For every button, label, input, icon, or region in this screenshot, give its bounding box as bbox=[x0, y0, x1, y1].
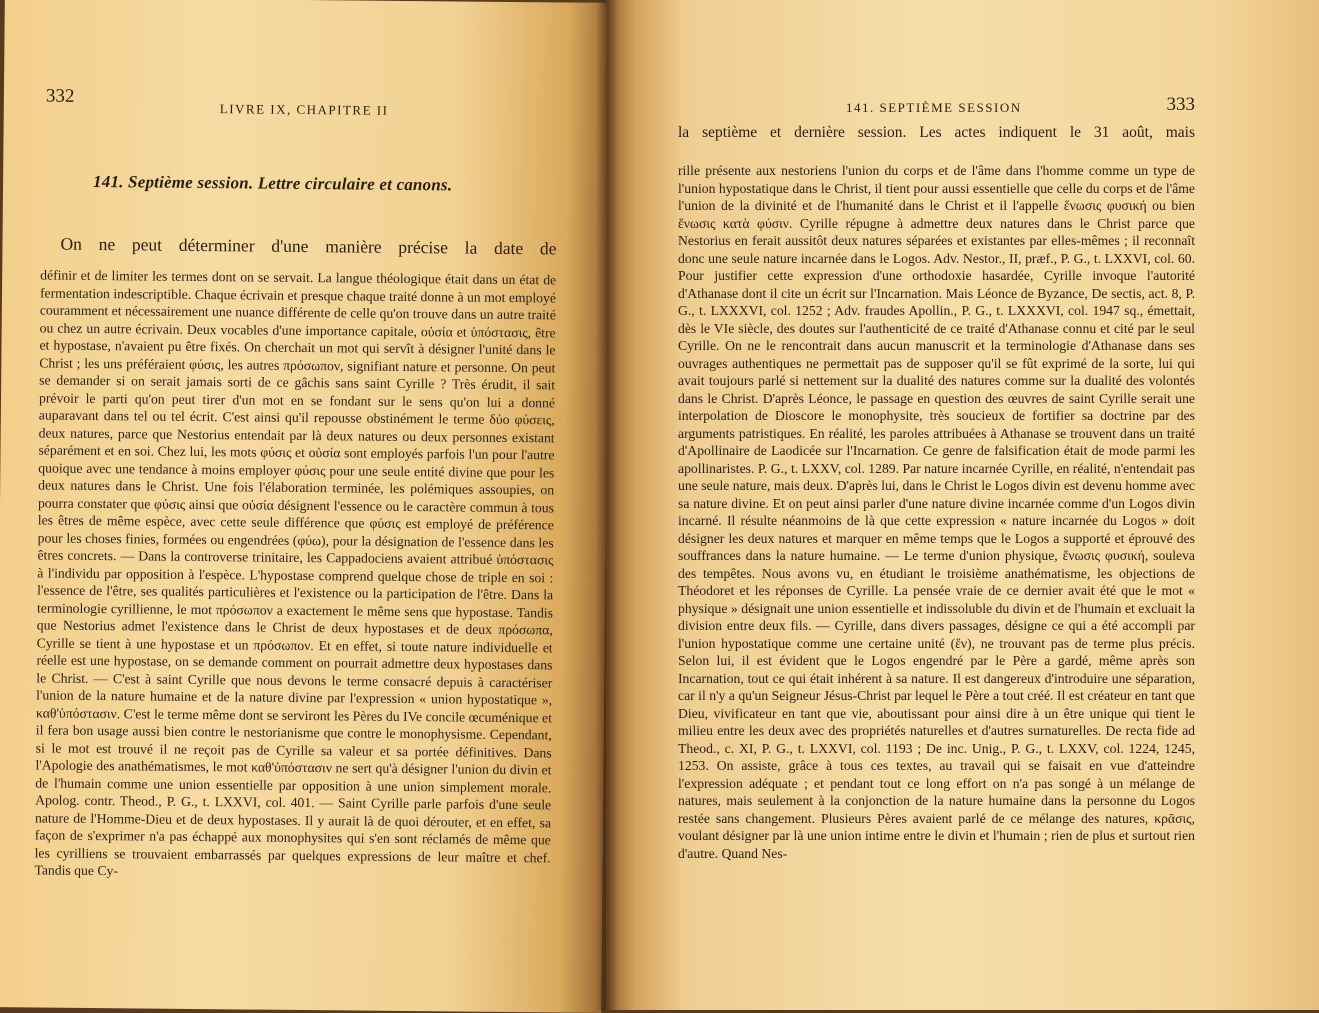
right-page bbox=[606, 0, 1319, 1010]
opening-line: On ne peut déterminer d'une manière précise la date de bbox=[60, 233, 557, 259]
right-header-title: 141. SEPTIÈME SESSION bbox=[846, 100, 1022, 115]
left-body-text: définir et de limiter les termes dont on se servait. La langue théologique était dans un état de fermentation indescriptible. Chaque écrivain et presque chaque traité donne à un mot employé couramment et nécessairement une nuance différente de celle qu'on trouve dans un autre traité ou chez un autre écrivain. Deux vocables d'une importance capitale, οὐσία et ὑπόστασις, être et hypostase, n'avaient pu être fixés. On cherchait un mot qui servît à désigner l'unité dans le Christ ; les uns préféraient φύσις, les autres πρόσωπον, signifiant nature et personne. On peut se demander si on serait jamais sorti de ce gâchis sans saint Cyrille ? Très érudit, il sait prévoir le parti qu'on peut tirer d'un mot en se fondant sur le sens qu'on lui a donné auparavant dans tel ou tel écrit. C'est ainsi qu'il repousse obstinément le terme δύο φύσεις, deux natures, parce que Nestorius entendait par là deux natures ou deux personnes existant séparément et en soi. Chez lui, les mots φύσις et οὐσία sont employés parfois l'un pour l'autre quoique avec une tendance à moins employer φύσις pour une seule entité divine que pour les deux natures dans le Christ. Une fois l'élaboration terminée, les polémiques assoupies, on pourra constater que φύσις ainsi que οὐσία désignent l'essence ou le caractère commun à tous les êtres de même espèce, avec cette seule différence que φύσις est employé de préférence pour les choses finies, formées ou engendrées (φύω), pour la désignation de l'essence dans les êtres concrets. — Dans la controverse trinitaire, les Cappadociens avaient attribué ὑπόστασις à l'individu par opposition à l'espèce. L'hypostase comprend quelque chose de triple en soi : l'essence de l'être, ses qualités particulières et l'existence ou la participation de l'être. Dans la terminologie cyrillienne, le mot πρόσωπον a exactement le même sens que hypostase. Tandis que Nestorius admet l'existence dans le Christ de deux hypostases et de deux πρόσωπα, Cyrille se tient à une hypostase et un πρόσωπον. Et en effet, si toute nature individuelle et réelle est une hypostase, on se demande comment on pourrait admettre deux hypostases dans le Christ. — C'est à saint Cyrille que nous devons le terme consacré depuis à caractériser l'union de la nature humaine et de la nature divine par l'expression « union hypostatique », καθ'ὑπόστασιν. C'est le terme même dont se serviront les Pères du IVe concile œcuménique et il fera bon usage aussi bien contre le nestorianisme que contre le monophysisme. Cependant, si le mot est trouvé il ne reçoit pas de Cyrille sa valeur et sa portée définitives. Dans l'Apologie des anathématismes, le mot καθ'ὑπόστασιν ne sert qu'à désigner l'union du divin et de l'humain comme une union essentielle par opposition à une union simplement morale. Apolog. contr. Theod., P. G., t. LXXVI, col. 401. — Saint Cyrille parle parfois d'une seule nature de l'Homme-Dieu et de deux hypostases. Il y aurait là de quoi dérouter, et en effet, sa façon de s'exprimer n'a pas échappé aux monophysites qui s'en sont réclamés de même que les cyrilliens se trouvaient embarrassés par quelques expressions de leur maître et chef. Tandis que Cy- bbox=[34, 267, 557, 879]
book-gutter bbox=[596, 0, 618, 1010]
left-running-head bbox=[42, 77, 558, 116]
right-body-text: rille présente aux nestoriens l'union du corps et de l'âme dans l'homme comme un type de l'union hypostatique dans le Christ, il tient pour aussi essentielle que celle du corps et de l'âme l'union de la divinité et de l'humanité dans le Christ et il l'appelle ἕνωσις φυσική ou bien ἕνωσις κατὰ φύσιν. Cyrille répugne à admettre deux natures dans le Christ parce que Nestorius en ferait aussitôt deux natures séparées et existantes par elles-mêmes ; il reconnaît donc une seule nature incarnée dans le Logos. Adv. Nestor., II, præf., P. G., t. LXXVI, col. 60. Pour justifier cette expression d'une orthodoxie hasardée, Cyrille invoque l'autorité d'Athanase dont il cite un écrit sur l'Incarnation. Mais Léonce de Byzance, De sectis, act. 8, P. G., t. LXXXVI, col. 1252 ; Adv. fraudes Apollin., P. G., t. LXXXVI, col. 1947 sq., émettait, dès le VIe siècle, des doutes sur l'authenticité de ce traité d'Athanase connu et cité par le seul Cyrille. On ne le rencontrait dans aucun manuscrit et la terminologie d'Athanase dans ses ouvrages authentiques ne permettait pas de supposer qu'il se fût exprimé de la sorte, lui qui avait toujours parlé si nettement sur la dualité des natures comme sur la dualité des volontés dans le Christ. D'après Léonce, le passage en question des œuvres de saint Cyrille serait une interpolation de Dioscore le monophysite, très soucieux de fortifier sa doctrine par des arguments patristiques. En réalité, les paroles attribuées à Athanase se trouvent dans un traité d'Apollinaire de Laodicée sur l'Incarnation. Ce genre de falsification était de mode parmi les apollinaristes. P. G., t. LXXV, col. 1289. Par nature incarnée Cyrille, en réalité, n'entendait pas une seule nature, mais deux. D'après lui, dans le Christ le Logos divin est devenu homme avec sa nature divine. Et on peut ainsi parler d'une nature divine incarnée comme d'un Logos divin incarné. Il résulte néanmoins de là que cette expression « nature incarnée du Logos » doit désigner les deux natures et marquer en même temps que le Logos a supporté et éprouvé des souffrances dans la nature humaine. — Le terme d'union physique, ἕνωσις φυσική, souleva des tempêtes. Nous avons vu, en étudiant le troisième anathématisme, les objections de Théodoret et les réponses de Cyrille. La pensée vraie de ce dernier avait été que le mot « physique » désignait une union essentielle et indissoluble du divin et de l'humain et excluait la division entre deux fils. — Cyrille, dans divers passages, désigne ce qui a été accompli par l'union hypostatique comme une certaine unité (ἕν), ne trouvant pas de terme plus précis. Selon lui, il est évident que le Logos engendré par le Père a gardé, même après son Incarnation, tout ce qui était inhérent à sa nature. Il est dangereux d'introduire une séparation, car il n'y a qu'un Seigneur Jésus-Christ par lequel le Père a tout créé. Il est créateur en tant que Dieu, vivificateur en tant que vie, aboutissant pour ainsi dire à un être unique qui tient le milieu entre les deux avec des propriétés naturelles et d'autres surnaturelles. De recta fide ad Theod., c. XI, P. G., t. LXXVI, col. 1193 ; De inc. Unig., P. G., t. LXXV, col. 1224, 1245, 1253. On assiste, grâce à tous ces textes, au travail qui se faisait en vue d'atteindre l'expression adéquate ; et pendant tout ce long effort on n'a pas songé à un mélange de natures, mais seulement à la conjonction de la nature humaine dans la personne du Logos restée sans changement. Plusieurs Pères avaient parlé de ce mélange des natures, κρᾶσις, voulant désigner par là une union intime entre le divin et l'humain ; rien de plus et surtout rien d'autre. Quand Nes- bbox=[678, 163, 1195, 861]
left-page-number: 332 bbox=[45, 85, 75, 107]
right-page-number: 333 bbox=[1166, 94, 1195, 115]
right-running-head bbox=[678, 80, 1195, 114]
left-page bbox=[0, 0, 611, 1013]
right-first-line: la septième et dernière session. Les actes indiquent le 31 août, mais bbox=[678, 124, 1195, 141]
left-header-title: LIVRE IX, CHAPITRE II bbox=[219, 101, 389, 118]
section-heading: 141. Septième session. Lettre circulaire et canons. bbox=[93, 171, 453, 195]
